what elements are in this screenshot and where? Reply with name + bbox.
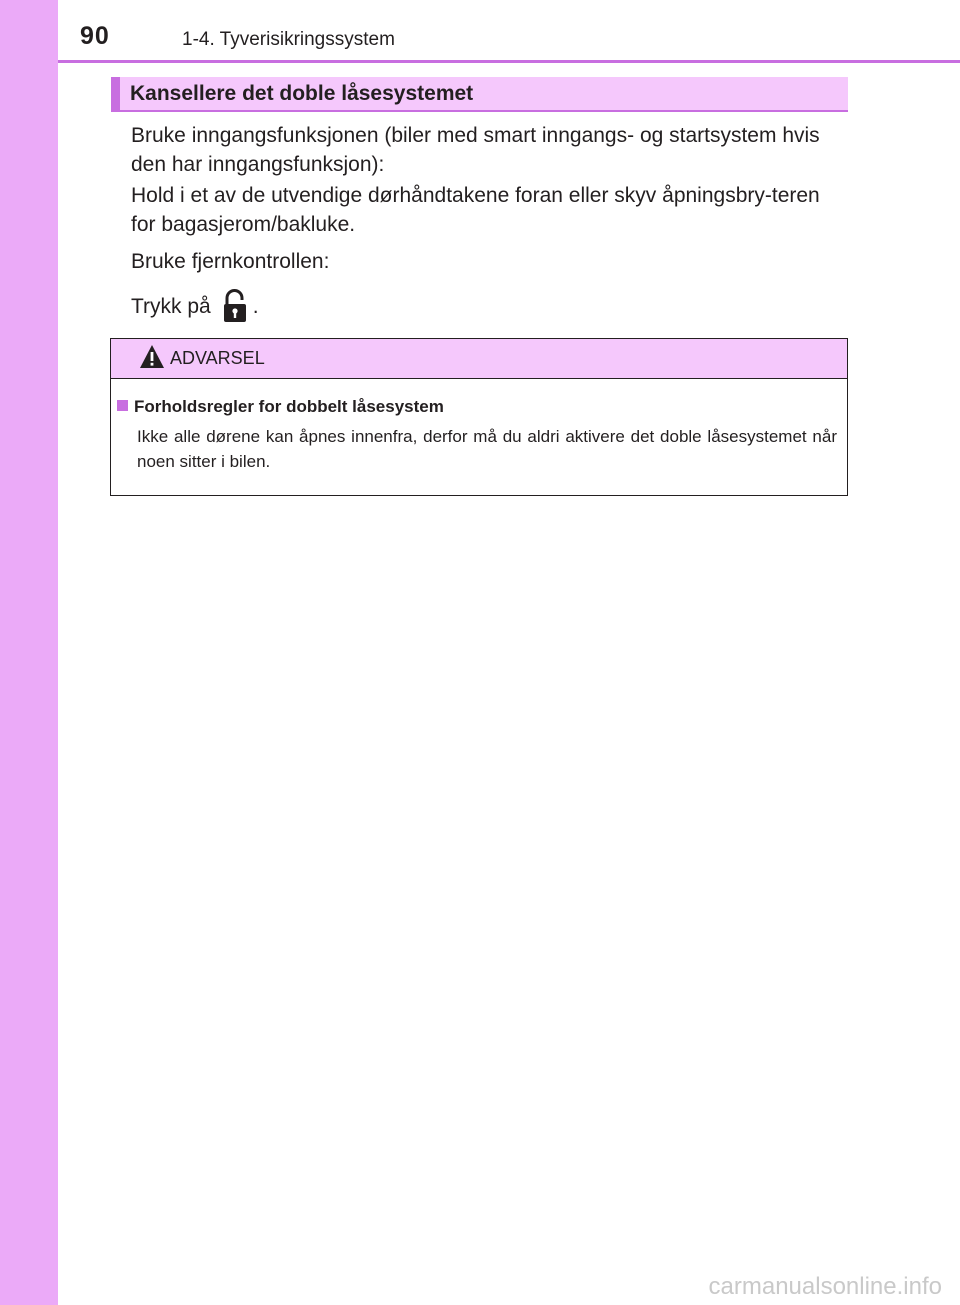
warning-header	[111, 339, 847, 379]
unlock-icon	[223, 289, 247, 331]
section-heading	[111, 77, 848, 112]
warning-item-title	[117, 397, 837, 417]
watermark: carmanualsonline.info	[708, 1273, 942, 1300]
header-rule	[58, 60, 960, 63]
press-end: .	[252, 295, 259, 318]
warning-item-title-text: Forholdsregler for dobbelt låsesystem	[134, 397, 444, 416]
paragraph-entry-function: Bruke inngangsfunksjonen (biler med smart inngangs- og startsystem hvis den har inngangsfunksjon):	[131, 124, 820, 176]
press-text: Trykk på	[131, 295, 211, 318]
chapter-sidebar	[0, 0, 58, 1305]
chapter-title: 1-4. Tyverisikringssystem	[182, 29, 395, 50]
section-heading-text: Kansellere det doble låsesystemet	[130, 82, 474, 105]
warning-label: ADVARSEL	[170, 348, 265, 368]
warning-box	[110, 338, 848, 496]
square-bullet-icon	[117, 400, 128, 411]
press-instruction	[131, 289, 846, 331]
paragraph-door-handle: Hold i et av de utvendige dørhåndtakene foran eller skyv åpningsbry-teren for bagasjerom/bakluke.	[131, 184, 820, 236]
paragraph-remote: Bruke fjernkontrollen:	[131, 250, 330, 273]
warning-item-text: Ikke alle dørene kan åpnes innenfra, derfor må du aldri aktivere det doble låsesystemet når noen sitter i bilen.	[137, 427, 837, 471]
warning-triangle-icon	[139, 344, 165, 374]
page-number: 90	[80, 22, 110, 50]
warning-item	[117, 397, 837, 474]
